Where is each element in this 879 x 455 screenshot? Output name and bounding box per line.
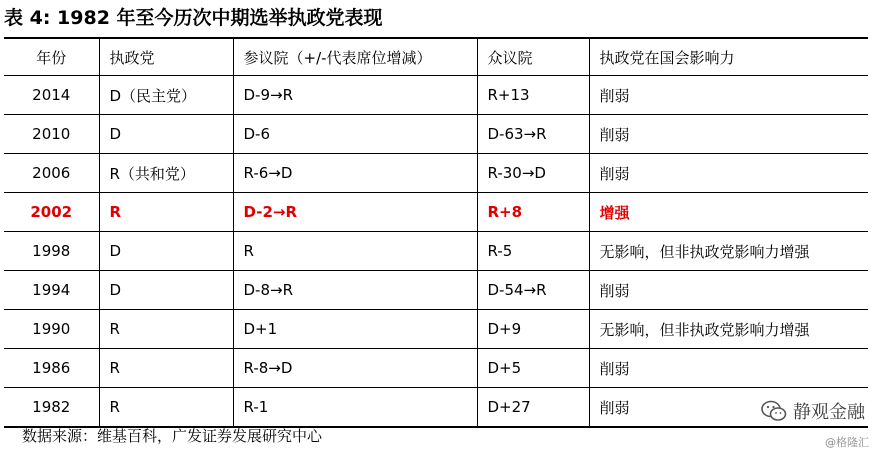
cell-year: 2014 bbox=[4, 76, 99, 115]
cell-party: R（共和党） bbox=[99, 154, 233, 193]
cell-senate: R bbox=[233, 232, 477, 271]
cell-influence: 削弱 bbox=[589, 154, 868, 193]
table-header-row bbox=[4, 39, 868, 76]
cell-house: R+8 bbox=[477, 193, 589, 232]
cell-influence: 削弱 bbox=[589, 388, 868, 428]
table-row bbox=[4, 388, 868, 428]
cell-house: D+27 bbox=[477, 388, 589, 428]
table-row bbox=[4, 115, 868, 154]
cell-house: R-30→D bbox=[477, 154, 589, 193]
cell-party: R bbox=[99, 349, 233, 388]
cell-party: D bbox=[99, 271, 233, 310]
cell-senate: R-1 bbox=[233, 388, 477, 428]
cell-party: R bbox=[99, 388, 233, 428]
cell-year: 1982 bbox=[4, 388, 99, 428]
cell-senate: D+1 bbox=[233, 310, 477, 349]
cell-year: 1994 bbox=[4, 271, 99, 310]
cell-senate: D-8→R bbox=[233, 271, 477, 310]
cell-party: D bbox=[99, 115, 233, 154]
table-row bbox=[4, 154, 868, 193]
table-row bbox=[4, 310, 868, 349]
table-row bbox=[4, 271, 868, 310]
cell-influence: 削弱 bbox=[589, 349, 868, 388]
source-note: 数据来源：维基百科，广发证券发展研究中心 bbox=[22, 427, 323, 445]
cell-year: 1998 bbox=[4, 232, 99, 271]
watermark-sub: @格隆汇 bbox=[825, 436, 869, 449]
cell-senate: R-6→D bbox=[233, 154, 477, 193]
cell-party: R bbox=[99, 193, 233, 232]
header-influence: 执政党在国会影响力 bbox=[589, 39, 868, 76]
cell-house: R-5 bbox=[477, 232, 589, 271]
cell-year: 2002 bbox=[4, 193, 99, 232]
cell-party: R bbox=[99, 310, 233, 349]
cell-house: D+5 bbox=[477, 349, 589, 388]
cell-year: 2006 bbox=[4, 154, 99, 193]
cell-influence: 削弱 bbox=[589, 76, 868, 115]
cell-influence: 无影响，但非执政党影响力增强 bbox=[589, 232, 868, 271]
header-house: 众议院 bbox=[477, 39, 589, 76]
cell-party: D（民主党） bbox=[99, 76, 233, 115]
cell-senate: D-6 bbox=[233, 115, 477, 154]
cell-senate: D-9→R bbox=[233, 76, 477, 115]
wechat-icon bbox=[761, 400, 787, 422]
cell-senate: R-8→D bbox=[233, 349, 477, 388]
cell-influence: 增强 bbox=[589, 193, 868, 232]
cell-house: R+13 bbox=[477, 76, 589, 115]
cell-house: D-63→R bbox=[477, 115, 589, 154]
table-row bbox=[4, 232, 868, 271]
cell-year: 1990 bbox=[4, 310, 99, 349]
cell-year: 1986 bbox=[4, 349, 99, 388]
cell-house: D-54→R bbox=[477, 271, 589, 310]
table-row bbox=[4, 76, 868, 115]
table-row-highlighted bbox=[4, 193, 868, 232]
cell-influence: 削弱 bbox=[589, 115, 868, 154]
election-table bbox=[4, 39, 868, 428]
cell-influence: 削弱 bbox=[589, 271, 868, 310]
cell-year: 2010 bbox=[4, 115, 99, 154]
cell-senate: D-2→R bbox=[233, 193, 477, 232]
header-year: 年份 bbox=[4, 39, 99, 76]
header-senate: 参议院（+/-代表席位增减） bbox=[233, 39, 477, 76]
table-row bbox=[4, 349, 868, 388]
watermark-brand: 静观金融 bbox=[793, 402, 865, 423]
page-title: 表 4: 1982 年至今历次中期选举执政党表现 bbox=[4, 7, 383, 29]
watermark bbox=[761, 398, 865, 424]
cell-influence: 无影响，但非执政党影响力增强 bbox=[589, 310, 868, 349]
cell-house: D+9 bbox=[477, 310, 589, 349]
header-party: 执政党 bbox=[99, 39, 233, 76]
cell-party: D bbox=[99, 232, 233, 271]
